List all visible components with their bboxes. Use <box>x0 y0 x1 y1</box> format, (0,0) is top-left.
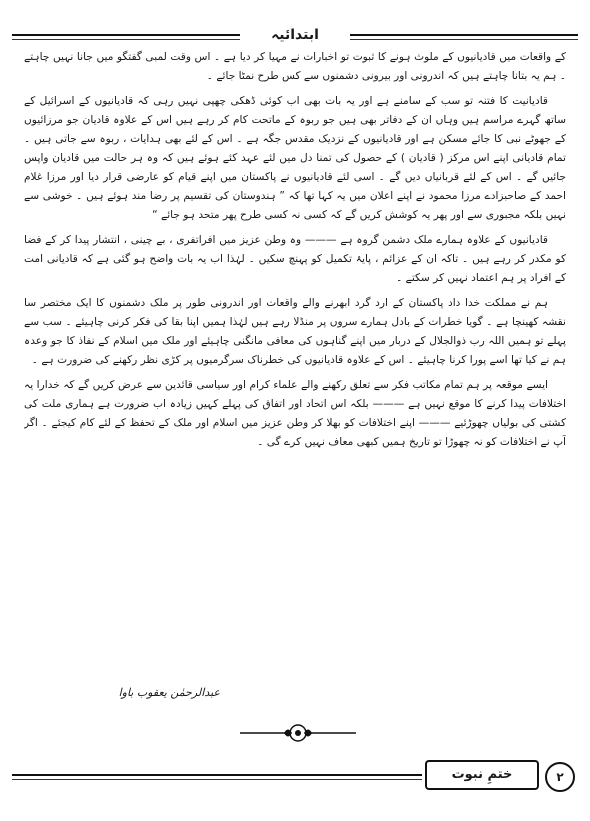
article-body <box>24 48 566 711</box>
paragraph: قادیانیت کا فتنہ تو سب کے سامنے ہے اور یہ بات بھی اب کوئی ڈھکی چھپی نہیں رہی کہ قادیانیوں کے اسرائیل کے ساتھ گہرے مراسم ہیں وہاں ان کے دفاتر بھی ہیں جو ربوہ کے ماتحت کام کر رہے ہیں اس کے علاوہ قادیان جو مرزائیوں کے جھوٹے نبی کا جائے مسکن ہے اور قادیانیوں کے نزدیک مقدس جگہ ہے ۔ اس کے لئے بھی ہدایات ، ربوہ سے جاتی ہیں ۔ تمام قادیانی اپنے اس مرکز ( قادیان ) کے حصول کی تمنا دل میں لئے عہد کئے ہوئے ہیں کہ وہ ہر حالت میں قادیان واپس جائیں گے ۔ اس کے لئے قربانیاں دیں گے ۔ اسی لئے قادیانیوں نے پاکستان میں اپنے قیام کو عارضی قرار دیا اور مرزا غلام احمد کے صاحبزادے مرزا محمود نے اپنے اعلان میں یہ کہا تھا کہ ” ہندوستان کی تقسیم پر رضا مند ہوئے ہیں ۔ خوشی سے نہیں بلکہ مجبوری سے اور پھر یہ کوشش کریں گے کہ کسی نہ کسی طرح پھر متحد ہو جائے “ <box>24 95 566 221</box>
footer-rule <box>12 774 422 776</box>
magazine-name-badge: ختمِ نبوت <box>425 760 539 790</box>
footer-rule-thin <box>12 779 422 780</box>
paragraph: ہم نے مملکت خدا داد پاکستان کے ارد گرد ابھرنے والے واقعات اور اندرونی طور پر ملک دشمنوں کا ایک مختصر سا نقشہ کھینچا ہے ۔ گویا خطرات کے بادل ہمارے سروں پر منڈلا رہے ہیں لہٰذا ہمیں اپنا بقا کی فکر کرنی چاہیئے ۔ سب سے پہلے تو ہمیں اللہ رب ذوالجلال کے دربار میں اپنے گناہوں کی معافی مانگنی چاہیئے اور ملک میں اسلام کے نفاذ کا جو وعدہ ہم نے کیا تھا اسے پورا کرنا چاہیئے ۔ اس کے علاوہ قادیانیوں کی خطرناک سرگرمیوں پر کڑی نظر رکھنے کی ضرورت ہے ۔ <box>24 297 566 366</box>
paragraph: ایسے موقعہ پر ہم تمام مکاتب فکر سے تعلق رکھنے والے علماء کرام اور سیاسی قائدین سے عرض کریں گے کہ خدارا یہ اختلافات پیدا کرنے کا موقع نہیں ہے ——— بلکہ اس اتحاد اور اتفاق کی پہلے کہیں زیادہ اب ضرورت ہے ہماری ملت کی کشتی کی بولیاں چھوڑئیے ——— اپنے اختلافات کو بھلا کر وطن عزیز میں اسلام اور ملک کے تحفظ کے لئے کام کیجئے ۔ اگر آپ نے اختلافات کو نہ چھوڑا تو تاریخ ہمیں کبھی معاف نہیں کرے گی ۔ <box>24 379 566 448</box>
section-title: ابتدائیہ <box>240 24 350 46</box>
author-signature: عبدالرحمٰن یعقوب باوا <box>118 686 220 699</box>
ornament-divider-icon <box>238 722 358 744</box>
paragraph: کے واقعات میں قادیانیوں کے ملوث ہونے کا ثبوت تو اخبارات نے مہیا کر دیا ہے ۔ اس وقت لمبی گفتگو میں جانا نہیں چاہتے ۔ ہم یہ بتانا چاہتے ہیں کہ اندرونی اور بیرونی دشمنوں سے کس طرح نمٹا جائے ۔ <box>24 51 566 82</box>
page-number: ۲ <box>545 762 575 792</box>
paragraph: قادیانیوں کے علاوہ ہمارے ملک دشمن گروہ ہے ——— وہ وطن عزیز میں افراتفری ، بے چینی ، انتشار پیدا کر کے فضا کو مکدر کر رہے ہیں ۔ تاکہ ان کے عزائم ، پایۂ تکمیل کو پہنچ سکیں ۔ لہٰذا اب یہ بات واضح ہو گئی ہے کہ قادیانی امت کے افراد پر ہم اعتماد نہیں کر سکتے ۔ <box>24 234 566 284</box>
